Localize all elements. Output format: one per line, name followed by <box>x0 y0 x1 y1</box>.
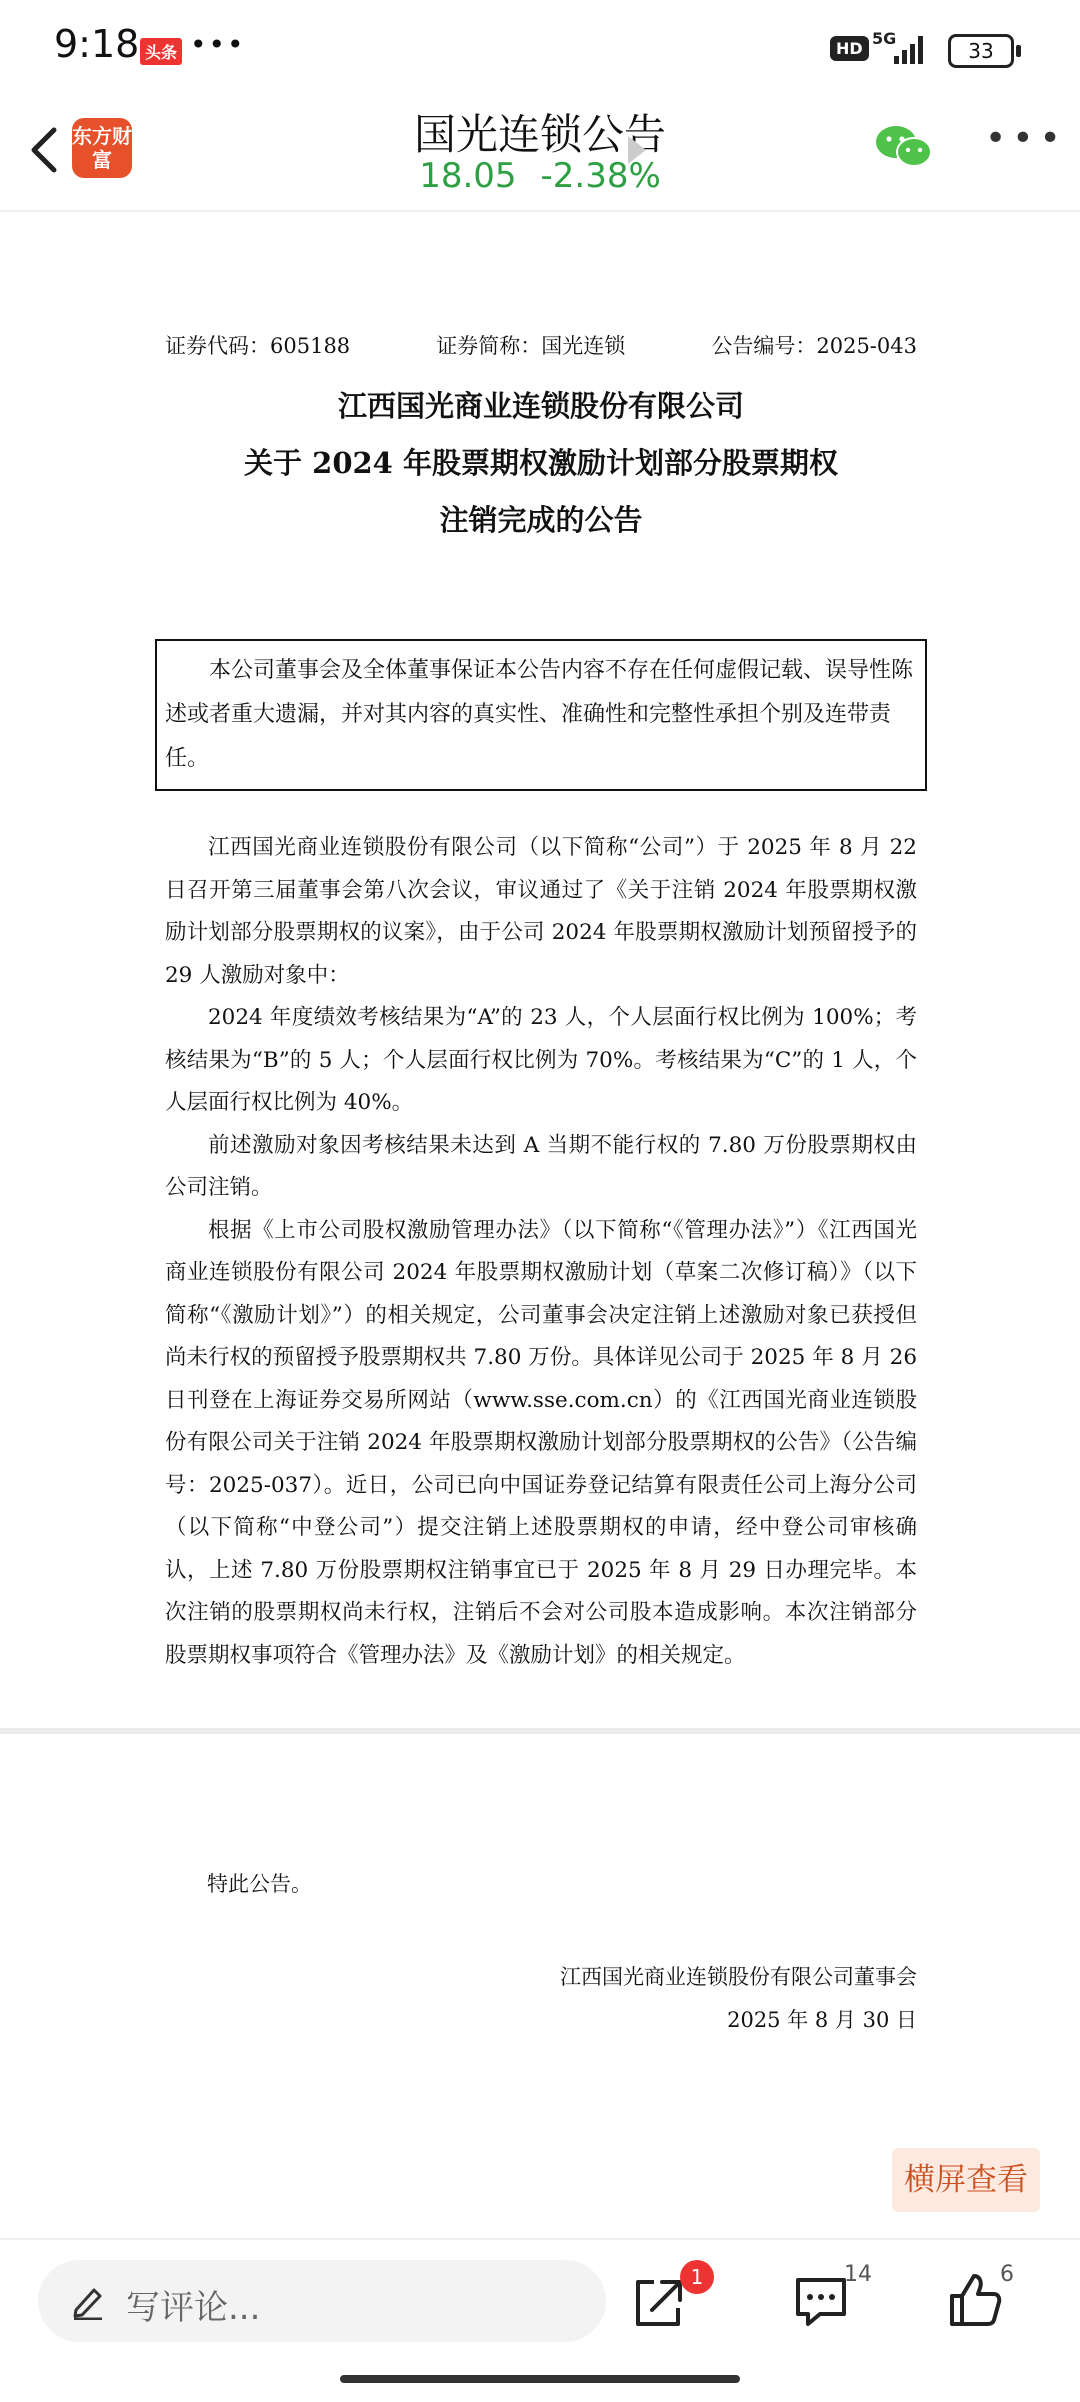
network-label: 5G <box>872 30 897 48</box>
battery-icon: 33 <box>948 34 1014 68</box>
toutiao-badge: 头条 <box>140 38 182 65</box>
board-guarantee-notice: 本公司董事会及全体董事保证本公告内容不存在任何虚假记载、误导性陈述或者重大遗漏，并对其内容的真实性、准确性和完整性承担个别及连带责任。 <box>155 639 927 791</box>
document-body <box>165 827 917 1677</box>
document-meta <box>165 330 917 360</box>
signature-date: 2025 年 8 月 30 日 <box>727 2008 917 2032</box>
document-title-line-1: 江西国光商业连锁股份有限公司 <box>337 389 744 423</box>
landscape-view-button[interactable]: 横屏查看 <box>892 2148 1040 2212</box>
body-paragraph-4: 根据《上市公司股权激励管理办法》（以下简称“《管理办法》”）《江西国光商业连锁股份有限公司 2024 年股票期权激励计划（草案二次修订稿）》（以下简称“《激励计划》”）的相关规定，公司董事会决定注销上述激励对象已获授但尚未行权的预留授予股票期权共 7.80 万份。具体详见公司于 2025 年 8 月 26 日刊登在上海证券交易所网站（www.sse.com.cn）的《江西国光商业连锁股份有限公司关于注销 2024 年股票期权激励计划部分股票期权的公告》（公告编号：2025-037）。近日，公司已向中国证券登记结算有限责任公司上海分公司（以下简称“中登公司”）提交注销上述股票期权的申请，经中登公司审核确认，上述 7.80 万份股票期权注销事宜已于 2025 年 8 月 29 日办理完毕。本次注销的股票期权尚未行权，注销后不会对公司股本造成影响。本次注销部分股票期权事项符合《管理办法》及《激励计划》的相关规定。 <box>165 1217 917 1668</box>
signature-company: 江西国光商业连锁股份有限公司董事会 <box>560 1965 917 1989</box>
share-icon[interactable] <box>632 2276 686 2330</box>
body-paragraph-2: 2024 年度绩效考核结果为“A”的 23 人，个人层面行权比例为 100%；考核结果为“B”的 5 人；个人层面行权比例为 70%。考核结果为“C”的 1 人，个人层面行权比例为 40%。 <box>165 1005 917 1115</box>
document-title-line-2: 关于 2024 年股票期权激励计划部分股票期权 <box>244 446 838 480</box>
stock-change: -2.38% <box>540 156 661 196</box>
bottom-action-bar <box>0 2238 1080 2402</box>
signal-5g-icon <box>872 30 932 66</box>
comment-input[interactable] <box>38 2260 606 2342</box>
eastmoney-logo: 东方财富 <box>72 118 132 178</box>
security-short-name: 证券简称：国光连锁 <box>436 334 626 358</box>
document-title-line-3: 注销完成的公告 <box>439 503 643 537</box>
security-code: 证券代码：605188 <box>165 334 351 358</box>
wechat-share-icon[interactable] <box>874 122 934 172</box>
quote-arrow-icon[interactable] <box>628 136 646 164</box>
document-closing <box>165 1868 917 2032</box>
share-badge: 1 <box>680 2260 714 2294</box>
like-count: 6 <box>1000 2262 1014 2287</box>
stock-price: 18.05 <box>419 156 517 196</box>
status-bar <box>0 0 1080 100</box>
notice-number: 公告编号：2025-043 <box>711 334 917 358</box>
thumbs-up-icon[interactable] <box>948 2272 1002 2328</box>
more-icon[interactable]: ••• <box>985 118 1067 159</box>
home-indicator[interactable] <box>340 2375 740 2383</box>
comment-placeholder: 写评论... <box>126 2288 261 2328</box>
page-separator <box>0 1728 1080 1734</box>
status-time: 9:18 <box>54 22 140 66</box>
body-paragraph-1: 江西国光商业连锁股份有限公司（以下简称“公司”）于 2025 年 8 月 22 日召开第三届董事会第八次会议，审议通过了《关于注销 2024 年股票期权激励计划部分股票期权的议案》，由于公司 2024 年股票期权激励计划预留授予的 29 人激励对象中： <box>165 835 917 988</box>
body-paragraph-3: 前述激励对象因考核结果未达到 A 当期不能行权的 7.80 万份股票期权由公司注销。 <box>165 1132 917 1200</box>
announcement-document <box>165 330 917 1677</box>
closing-text: 特此公告。 <box>207 1872 312 1896</box>
hd-icon: HD <box>830 36 869 61</box>
comment-count: 14 <box>844 2262 872 2287</box>
comment-icon[interactable] <box>794 2276 848 2328</box>
signature-block <box>560 1956 917 2042</box>
app-header <box>0 100 1080 212</box>
page-title: 国光连锁公告 <box>413 110 666 159</box>
pencil-icon <box>70 2282 106 2320</box>
notification-more-icon: ••• <box>190 28 246 61</box>
